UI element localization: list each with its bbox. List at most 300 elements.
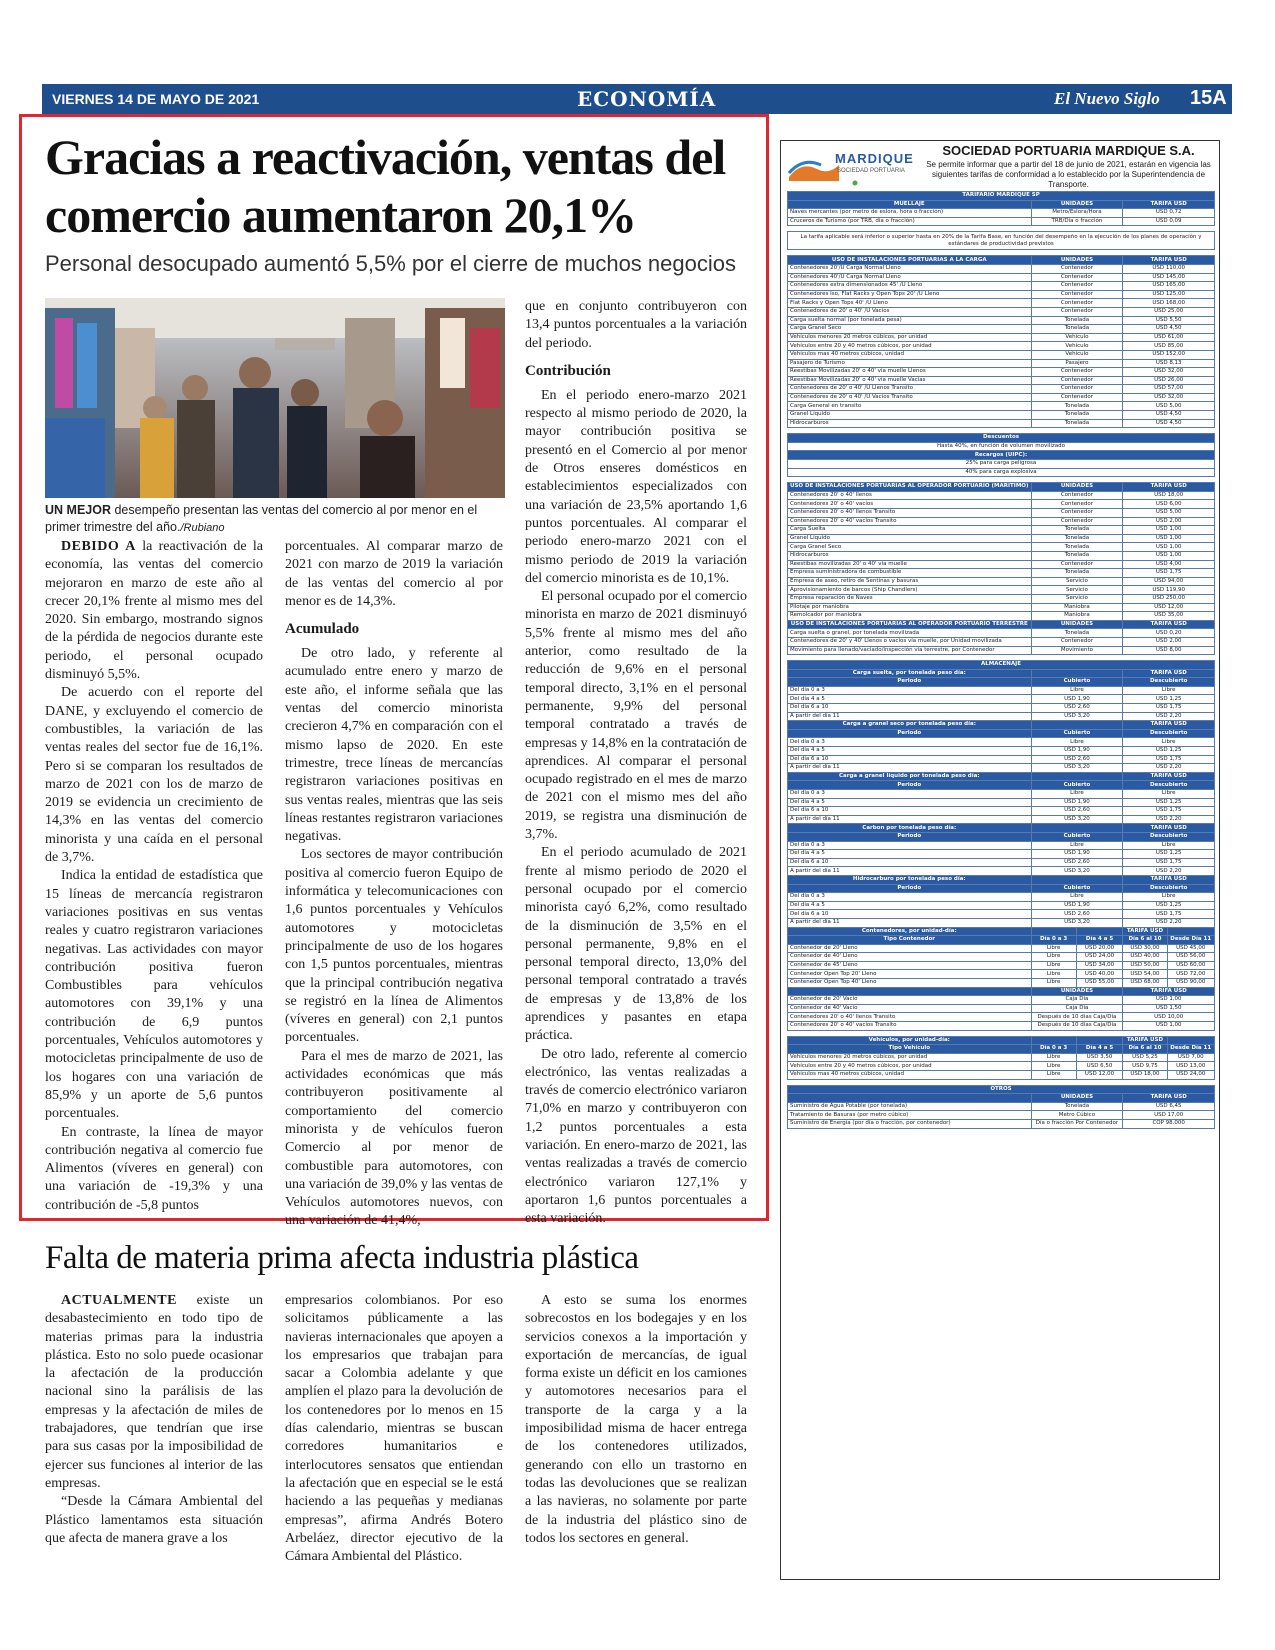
paragraph: En contraste, la línea de mayor contribución negativa al comercio fue Alimentos (víveres en general) con una variación de -19,3% y una contribución de -5,8 puntos xyxy=(45,1124,263,1213)
tariff-cell: Del día 4 a 5 xyxy=(788,747,1032,756)
tariff-row xyxy=(788,832,1215,841)
tariff-cell: USD 1,00 xyxy=(1123,996,1215,1005)
tariff-row xyxy=(788,620,1215,629)
article-headline: Gracias a reactivación, ventas del comercio aumentaron 20,1% xyxy=(45,129,726,243)
tariff-row xyxy=(788,979,1215,988)
tariff-cell: USD 26,00 xyxy=(1123,376,1215,385)
tariff-row xyxy=(788,325,1215,334)
tariff-cell: Suministro de Agua Potable (por tonelada) xyxy=(788,1102,1032,1111)
tariff-cell: USD 2,60 xyxy=(1031,704,1123,713)
tariff-cell: USD 17,00 xyxy=(1123,1111,1215,1120)
newspaper-logo: El Nuevo Siglo xyxy=(1054,89,1160,108)
tariff-cell: Libre xyxy=(1031,893,1123,902)
tariff-cell: Vehículos entre 20 y 40 metros cúbicos, por unidad xyxy=(788,342,1032,351)
tariff-cell: Del día 4 a 5 xyxy=(788,850,1032,859)
tariff-cell: Suministro de Energía (por día o fracción, por contenedor) xyxy=(788,1119,1032,1128)
tariff-cell: Libre xyxy=(1123,893,1215,902)
tariff-cell: USD 0,72 xyxy=(1123,209,1215,218)
tariff-cell: USD 13,00 xyxy=(1167,1062,1215,1071)
tariff-row xyxy=(788,368,1215,377)
tariff-cell: Carga a granel seco por tonelada peso día: xyxy=(788,721,1032,730)
tariff-row xyxy=(788,712,1215,721)
tariff-cell: USD 4,50 xyxy=(1123,419,1215,428)
tariff-cell: UNIDADES xyxy=(1031,987,1123,996)
tariff-cell: USD 1,75 xyxy=(1123,569,1215,578)
tariff-row xyxy=(788,704,1215,713)
tariff-cell xyxy=(1076,1036,1123,1045)
tariff-cell: Reestibas movilizadas 20' o 40' vía muelle xyxy=(788,560,1032,569)
tariff-cell: Caja Día xyxy=(1031,1004,1123,1013)
tariff-cell: USD 152,00 xyxy=(1123,350,1215,359)
tariff-cell: Movimiento xyxy=(1031,646,1123,655)
tariff-cell: Carga Suelta xyxy=(788,526,1032,535)
tariff-cell xyxy=(1167,1036,1215,1045)
tariff-cell: Libre xyxy=(1031,738,1123,747)
tariff-cell: Granel Líquido xyxy=(788,411,1032,420)
photo-credit: /Rubiano xyxy=(180,522,225,534)
article-subheadline: Personal desocupado aumentó 5,5% por el cierre de muchos negocios xyxy=(45,251,736,276)
tariff-cell: Pasajero xyxy=(1031,359,1123,368)
tariff-cell: USD 3,20 xyxy=(1031,918,1123,927)
tariff-tables xyxy=(787,191,1215,1129)
tariff-cell: Desde Día 11 xyxy=(1167,1045,1215,1054)
tariff-cell: USD 1,00 xyxy=(1123,543,1215,552)
tariff-cell: Contenedor xyxy=(1031,385,1123,394)
tariff-cell: USD 1,50 xyxy=(1123,1004,1215,1013)
tariff-row xyxy=(788,747,1215,756)
tariff-cell: TARIFA USD xyxy=(1123,875,1215,884)
tariff-cell: USD 12,00 xyxy=(1123,603,1215,612)
tariff-cell: Tonelada xyxy=(1031,411,1123,420)
tariff-cell: Contenedores de 20' o 40' /U Vacíos Transito xyxy=(788,393,1032,402)
tariff-cell: Libre xyxy=(1123,841,1215,850)
tariff-cell: USD 25,00 xyxy=(1123,307,1215,316)
tariff-cell: Pilotaje por maniobra xyxy=(788,603,1032,612)
tariff-cell: Libre xyxy=(1031,961,1076,970)
tariff-row xyxy=(788,509,1215,518)
tariff-cell xyxy=(1167,927,1215,936)
tariff-cell: USD 32,00 xyxy=(1123,368,1215,377)
tariff-row xyxy=(788,1071,1215,1080)
tariff-row xyxy=(788,551,1215,560)
tariff-cell: Del día 0 a 3 xyxy=(788,841,1032,850)
tariff-cell: Carga suelta o granel, por tonelada movilizada xyxy=(788,629,1032,638)
tariff-cell: USD 250,00 xyxy=(1123,594,1215,603)
tariff-cell: USD 35,00 xyxy=(1123,612,1215,621)
tariff-cell: USD 1,00 xyxy=(1123,526,1215,535)
tariff-cell xyxy=(1031,875,1123,884)
tariff-cell: USD 168,00 xyxy=(1123,299,1215,308)
tariff-cell: Carga a granel líquido por tonelada peso día: xyxy=(788,772,1032,781)
tariff-cell: Contenedores 20' o 40' vacíos Transito xyxy=(788,517,1032,526)
tariff-cell: Contenedor de 40' Lleno xyxy=(788,953,1032,962)
tariff-cell: USD 3,20 xyxy=(1031,815,1123,824)
tariff-row xyxy=(788,893,1215,902)
tariff-cell: Libre xyxy=(1123,686,1215,695)
tariff-cell: Del día 0 a 3 xyxy=(788,738,1032,747)
tariff-table xyxy=(787,191,1215,1129)
tariff-cell: USD 1,25 xyxy=(1123,747,1215,756)
paragraph: A esto se suma los enormes sobrecostos en los bodegajes y en los servicios conexos a la importación y exportación de mercancías, de igual forma existe un déficit en los camiones y automotores necesarios para el transporte de la carga y a la imposibilidad misma de hacer entrega de los contenedores utilizados, generando con ello un trastorno en todas las devoluciones que se realizan a las navieras, no solamente por parte de la industria del plástico sino de todos los sectores en general. xyxy=(525,1293,747,1546)
tariff-cell: Contenedor xyxy=(1031,273,1123,282)
tariff-row xyxy=(788,987,1215,996)
tariff-cell: USD 57,00 xyxy=(1123,385,1215,394)
paragraph: De otro lado, referente al comercio electrónico, las ventas realizadas a través de comercio electrónico variaron 71,0% en marzo y contribuyeron con 1,2 puntos porcentuales a esta variación. En enero-marzo de 2021, las ventas realizadas a través de comercio electrónico variaron 127,1% y aportaron 1,6 puntos porcentuales a esta variación. xyxy=(525,1046,747,1227)
tariff-row xyxy=(788,970,1215,979)
tariff-row xyxy=(788,686,1215,695)
paragraph: De acuerdo con el reporte del DANE, y excluyendo el comercio de combustibles, la variación de las ventas reales del sector fue de 16,1%. Pero si se comparan los resultados de marzo de 2021 con los de marzo de 2019 se evidencia un crecimiento de 14,3% en las ventas del comercio minorista y una caída en el personal de 3,7%. xyxy=(45,685,263,866)
tariff-row xyxy=(788,721,1215,730)
tariff-row xyxy=(788,376,1215,385)
tariff-cell: USD 7,00 xyxy=(1167,1053,1215,1062)
tariff-row xyxy=(788,815,1215,824)
tariff-cell: TARIFARIO MARDIQUE SP xyxy=(788,192,1215,201)
tariff-row xyxy=(788,944,1215,953)
tariff-cell: Carga General en transito xyxy=(788,402,1032,411)
tariff-cell: USD 165,00 xyxy=(1123,282,1215,291)
tariff-row xyxy=(788,790,1215,799)
tariff-row xyxy=(788,307,1215,316)
tariff-cell: Aprovisionamiento de barcos (Ship Chandlers) xyxy=(788,586,1032,595)
tariff-cell: Vehículos mas 40 metros cúbicos, unidad xyxy=(788,350,1032,359)
tariff-row xyxy=(788,594,1215,603)
mardique-logo xyxy=(787,147,917,187)
tariff-cell: USD 5,00 xyxy=(1123,402,1215,411)
tariff-cell: Contenedores de 20' o 40' /U Llenos Transito xyxy=(788,385,1032,394)
tariff-cell: Contenedores de 20' o 40' /U Vacíos xyxy=(788,307,1032,316)
tariff-cell: Descubierto xyxy=(1123,832,1215,841)
tariff-cell: Contenedor xyxy=(1031,560,1123,569)
tariff-advertisement xyxy=(780,140,1220,1580)
subheading-acumulado: Acumulado xyxy=(285,621,360,638)
tariff-row xyxy=(788,483,1215,492)
tariff-cell: Libre xyxy=(1031,944,1076,953)
tariff-cell: Carga Granel Seco xyxy=(788,543,1032,552)
tariff-cell: USD 30,00 xyxy=(1123,944,1167,953)
tariff-cell: Tratamiento de Basuras (por metro cúbico) xyxy=(788,1111,1032,1120)
tariff-cell xyxy=(1031,1036,1076,1045)
tariff-cell: Descuentos xyxy=(788,434,1215,443)
tariff-cell: USD 9,75 xyxy=(1123,1062,1167,1071)
tariff-cell: Empresa reparación de Naves xyxy=(788,594,1032,603)
caption-lead: UN MEJOR xyxy=(45,503,111,517)
tariff-row xyxy=(788,798,1215,807)
paragraph: El personal ocupado por el comercio minorista en marzo de 2021 disminuyó 5,5% frente al mismo mes del año anterior, como resultado de la reducción de 9,6% en el personal temporal directo, 3,1% en el personal permanente, 9,9% del personal temporal contratado a través de empresas y 14,8% en la contratación de aprendices. Al comparar el personal ocupado registrado en el mes de marzo de 2021 con el mismo mes del año 2019, se registra una disminución de 3,7%. xyxy=(525,589,747,843)
tariff-cell: USD 54,00 xyxy=(1123,970,1167,979)
tariff-cell: USD 2,20 xyxy=(1123,712,1215,721)
article2-column-3 xyxy=(525,1292,747,1548)
tariff-row xyxy=(788,875,1215,884)
tariff-cell: USD 3,20 xyxy=(1031,764,1123,773)
tariff-cell: Del día 6 a 10 xyxy=(788,807,1032,816)
tariff-cell: Contenedores 20' o 40' llenos Transito xyxy=(788,509,1032,518)
tariff-row xyxy=(788,1111,1215,1120)
tariff-row xyxy=(788,442,1215,451)
tariff-cell: Después de 10 días Caja/Día xyxy=(1031,1013,1123,1022)
tariff-cell: USD 4,50 xyxy=(1123,325,1215,334)
tariff-cell: Contenedor xyxy=(1031,290,1123,299)
tariff-cell: Día 0 a 3 xyxy=(1031,1045,1076,1054)
tariff-cell: Tonelada xyxy=(1031,551,1123,560)
tariff-row xyxy=(788,359,1215,368)
tariff-cell: USD 2,00 xyxy=(1123,517,1215,526)
tariff-row xyxy=(788,256,1215,265)
tariff-cell: USD 45,00 xyxy=(1167,944,1215,953)
tariff-cell: USD 1,75 xyxy=(1123,755,1215,764)
tariff-cell: Contenedor xyxy=(1031,491,1123,500)
tariff-cell: Tonelada xyxy=(1031,629,1123,638)
tariff-cell: A partir del día 11 xyxy=(788,918,1032,927)
tariff-row xyxy=(788,927,1215,936)
tariff-cell: Vehículo xyxy=(1031,342,1123,351)
tariff-cell: Contenedores 20' o 40' llenos Transito xyxy=(788,1013,1032,1022)
tariff-cell: Día 6 al 10 xyxy=(1123,936,1167,945)
tariff-cell: USD 5,50 xyxy=(1123,316,1215,325)
tariff-cell: Del día 4 a 5 xyxy=(788,695,1032,704)
tariff-cell: Maniobra xyxy=(1031,612,1123,621)
tariff-cell: Contenedor de 20' Lleno xyxy=(788,944,1032,953)
tariff-cell: Carbon por tonelada peso día: xyxy=(788,824,1032,833)
tariff-cell: Naves mercantes (por metro de eslora, hora o fracción) xyxy=(788,209,1032,218)
tariff-row xyxy=(788,543,1215,552)
article2-column-1 xyxy=(45,1292,263,1548)
paragraph: que en conjunto contribuyeron con 13,4 puntos porcentuales a la variación del periodo. xyxy=(525,299,747,351)
tariff-cell: USD 55,00 xyxy=(1076,979,1123,988)
tariff-cell: Libre xyxy=(1123,790,1215,799)
tariff-cell: Tonelada xyxy=(1031,316,1123,325)
tariff-row xyxy=(788,385,1215,394)
tariff-cell xyxy=(1031,772,1123,781)
paragraph: En el periodo enero-marzo 2021 respecto al mismo periodo de 2020, la mayor contribución positiva se presentó en el Comercio al por menor de Otros enseres domésticos en establecimientos especializados con una variación de 23,5% aportando 1,6 puntos porcentuales. Al comparar el periodo enero-marzo 2021 con el mismo periodo de 2019 la variación del comercio minorista es de 10,1%. xyxy=(525,387,747,586)
tariff-cell: Servicio xyxy=(1031,594,1123,603)
tariff-cell: Descubierto xyxy=(1123,884,1215,893)
tariff-cell: Contenedor xyxy=(1031,517,1123,526)
tariff-cell: USO DE INSTALACIONES PORTUARIAS AL OPERADOR PORTUARIO TERRESTRE xyxy=(788,620,1032,629)
tariff-cell: USD 2,00 xyxy=(1123,637,1215,646)
tariff-cell: Después de 10 días Caja/Día xyxy=(1031,1022,1123,1031)
article2-lead: ACTUALMENTE xyxy=(61,1293,177,1308)
tariff-cell: Tonelada xyxy=(1031,526,1123,535)
tariff-cell: USD 72,00 xyxy=(1167,970,1215,979)
paragraph: “Desde la Cámara Ambiental del Plástico lamentamos esta situación que afecta de manera grave a los xyxy=(45,1494,263,1546)
tariff-cell: Hidrocarburos xyxy=(788,551,1032,560)
paragraph: De otro lado, y referente al acumulado entre enero y marzo de este año, el informe señala que las ventas del comercio minorista crecieron 4,7% en comparación con el mismo lapso de 2020. En este trimestre, trece líneas de mercancías registraron variaciones positivas en sus ventas reales, mientras que las seis líneas restantes registraron variaciones negativas. xyxy=(285,646,503,845)
tariff-row xyxy=(788,910,1215,919)
tariff-row xyxy=(788,807,1215,816)
tariff-cell: USD 6,45 xyxy=(1123,1102,1215,1111)
tariff-cell: USD 1,25 xyxy=(1123,901,1215,910)
tariff-row xyxy=(788,451,1215,460)
tariff-cell: USD 1,00 xyxy=(1123,551,1215,560)
tariff-cell: USD 2,60 xyxy=(1031,858,1123,867)
tariff-cell: Cubierto xyxy=(1031,884,1123,893)
tariff-row xyxy=(788,264,1215,273)
tariff-cell: USD 6,50 xyxy=(1076,1062,1123,1071)
tariff-cell: Libre xyxy=(1031,970,1076,979)
tariff-cell: USD 1,90 xyxy=(1031,850,1123,859)
tariff-cell: Pasajero de Turismo xyxy=(788,359,1032,368)
tariff-row xyxy=(788,661,1215,670)
tariff-row xyxy=(788,460,1215,469)
tariff-row xyxy=(788,526,1215,535)
caption-text: desempeño presentan las ventas del comercio al por menor en el primer trimestre del año. xyxy=(45,503,478,534)
tariff-cell: Recargos (UIPC): xyxy=(788,451,1215,460)
tariff-row xyxy=(788,282,1215,291)
tariff-cell xyxy=(1031,721,1123,730)
tariff-row xyxy=(788,569,1215,578)
tariff-cell: OTROS xyxy=(788,1085,1215,1094)
tariff-cell: Libre xyxy=(1031,790,1123,799)
tariff-cell: Empresa de aseo, retiro de Sentinas y basuras xyxy=(788,577,1032,586)
tariff-cell: Contenedor xyxy=(1031,637,1123,646)
tariff-cell: Carga Granel Seco xyxy=(788,325,1032,334)
tariff-cell: Del día 0 a 3 xyxy=(788,893,1032,902)
tariff-cell: Caja Día xyxy=(1031,996,1123,1005)
tariff-row xyxy=(788,1045,1215,1054)
tariff-row xyxy=(788,299,1215,308)
tariff-row xyxy=(788,350,1215,359)
tariff-cell: USD 56,00 xyxy=(1167,953,1215,962)
tariff-row xyxy=(788,669,1215,678)
tariff-row xyxy=(788,850,1215,859)
issue-date: VIERNES 14 DE MAYO DE 2021 xyxy=(52,91,260,107)
tariff-cell xyxy=(788,987,1032,996)
tariff-cell: Cubierto xyxy=(1031,678,1123,687)
tariff-cell: Vehículos entre 20 y 40 metros cúbicos, por unidad xyxy=(788,1062,1032,1071)
tariff-row xyxy=(788,209,1215,218)
tariff-cell: Del día 6 a 10 xyxy=(788,755,1032,764)
tariff-row xyxy=(788,273,1215,282)
tariff-cell: Contenedores de 20' y 40' Llenos o vacíos vía muelle, por Unidad movilizada xyxy=(788,637,1032,646)
tariff-cell: Contenedor Open Top 40' Lleno xyxy=(788,979,1032,988)
tariff-cell: Cubierto xyxy=(1031,781,1123,790)
tariff-cell: Del día 4 a 5 xyxy=(788,901,1032,910)
photo-caption xyxy=(45,502,510,537)
tariff-row xyxy=(788,961,1215,970)
tariff-cell: Contenedor de 45' Lleno xyxy=(788,961,1032,970)
tariff-cell: Libre xyxy=(1123,738,1215,747)
article-column-3 xyxy=(525,298,747,1229)
tariff-cell: USD 5,00 xyxy=(1123,509,1215,518)
tariff-cell: TRB/Día o fracción xyxy=(1031,217,1123,226)
tariff-cell: Granel Líquido xyxy=(788,534,1032,543)
tariff-cell: USD 3,20 xyxy=(1031,712,1123,721)
tariff-cell: Del día 4 a 5 xyxy=(788,798,1032,807)
paragraph: porcentuales. Al comparar marzo de 2021 con marzo de 2019 la variación de las ventas del comercio al por menor es de 14,3%. xyxy=(285,539,503,609)
tariff-cell xyxy=(1031,824,1123,833)
tariff-cell: Contenedor de 40' Vacío xyxy=(788,1004,1032,1013)
tariff-row xyxy=(788,901,1215,910)
tariff-cell: Empresa suministradora de combustible xyxy=(788,569,1032,578)
tariff-cell: USD 40,00 xyxy=(1076,970,1123,979)
tariff-cell: USD 60,00 xyxy=(1167,961,1215,970)
tariff-cell: USD 1,90 xyxy=(1031,901,1123,910)
tariff-row xyxy=(788,1022,1215,1031)
tariff-cell: TARIFA USD xyxy=(1123,987,1215,996)
tariff-row xyxy=(788,772,1215,781)
tariff-row xyxy=(788,290,1215,299)
tariff-row xyxy=(788,419,1215,428)
tariff-cell: UNIDADES xyxy=(1031,620,1123,629)
tariff-cell: TARIFA USD xyxy=(1123,1094,1215,1103)
tariff-cell: MUELLAJE xyxy=(788,200,1032,209)
tariff-row xyxy=(788,1013,1215,1022)
paragraph: existe un desabastecimiento en todo tipo de materias primas para la industria plástica. Esto no solo puede ocasionar la afectación de la producción nacional sino la parálisis de las empresas y la afectación de miles de trabajadores, que tendrían que irse para sus casas por la imposibilidad de ejercer sus funciones al interior de las empresas. xyxy=(45,1293,263,1491)
tariff-cell: Servicio xyxy=(1031,586,1123,595)
tariff-cell: Día 6 al 10 xyxy=(1123,1045,1167,1054)
tariff-row xyxy=(788,1053,1215,1062)
tariff-row xyxy=(788,603,1215,612)
tariff-cell: USD 2,60 xyxy=(1031,755,1123,764)
tariff-cell: USD 125,00 xyxy=(1123,290,1215,299)
tariff-cell: Flat Racks y Open Tops 40' /U Lleno xyxy=(788,299,1032,308)
tariff-cell: TARIFA USD xyxy=(1123,1036,1167,1045)
tariff-cell: Vehículo xyxy=(1031,333,1123,342)
tariff-cell: USD 3,20 xyxy=(1031,867,1123,876)
subheading-contribucion: Contribución xyxy=(525,362,611,379)
tariff-cell: TARIFA USD xyxy=(1123,200,1215,209)
section-name: ECONOMÍA xyxy=(577,87,717,111)
tariff-cell: Remolcador por maniobra xyxy=(788,612,1032,621)
tariff-cell: TARIFA USD xyxy=(1123,669,1215,678)
tariff-cell: USD 1,90 xyxy=(1031,798,1123,807)
tariff-cell: Día 4 a 5 xyxy=(1076,1045,1123,1054)
tariff-cell: Del día 6 a 10 xyxy=(788,704,1032,713)
tariff-row xyxy=(788,402,1215,411)
tariff-row xyxy=(788,560,1215,569)
tariff-row xyxy=(788,612,1215,621)
tariff-row xyxy=(788,858,1215,867)
tariff-cell: USD 145,00 xyxy=(1123,273,1215,282)
tariff-cell: Contenedores Iso, Flat Racks y Open Tops 20' /U Lleno xyxy=(788,290,1032,299)
tariff-row xyxy=(788,678,1215,687)
tariff-cell: USD 40,00 xyxy=(1123,953,1167,962)
tariff-cell: TARIFA USD xyxy=(1123,772,1215,781)
tariff-row xyxy=(788,434,1215,443)
tariff-cell: Reestibas Movilizadas 20' o 40' vía muelle Llenos xyxy=(788,368,1032,377)
tariff-row xyxy=(788,646,1215,655)
logo-subtitle: SOCIEDAD PORTUARIA xyxy=(837,168,905,174)
tariff-cell: USD 110,00 xyxy=(1123,264,1215,273)
article-column-1 xyxy=(45,538,263,1215)
tariff-cell: Cruceros de Turismo (por TRB, día o fracción) xyxy=(788,217,1032,226)
tariff-cell: Del día 6 a 10 xyxy=(788,910,1032,919)
tariff-cell: Tonelada xyxy=(1031,402,1123,411)
tariff-cell: Maniobra xyxy=(1031,603,1123,612)
tariff-cell: USD 18,00 xyxy=(1123,1071,1167,1080)
tariff-cell: USD 90,00 xyxy=(1167,979,1215,988)
tariff-cell: Contenedor xyxy=(1031,299,1123,308)
tariff-cell: USD 2,60 xyxy=(1031,910,1123,919)
tariff-cell: Del día 6 a 10 xyxy=(788,858,1032,867)
paragraph: Indica la entidad de estadística que 15 líneas de mercancía registraron variaciones positivas en sus ventas reales y cuatro registraron variaciones negativas. Las actividades con mayor contribución positiva fueron Combustibles para vehículos automotores con 39,1% y una contribución de 6,9 puntos porcentuales, Vehículos automotores y motocicletas principalmente de uso de los hogares con una variación de 85,9% y un aporte de 5,6 puntos porcentuales. xyxy=(45,868,263,1122)
tariff-cell: Tonelada xyxy=(1031,543,1123,552)
tariff-cell: Tonelada xyxy=(1031,325,1123,334)
tariff-cell: Libre xyxy=(1031,953,1076,962)
tariff-cell: USD 94,00 xyxy=(1123,577,1215,586)
tariff-row xyxy=(788,586,1215,595)
paragraph: Para el mes de marzo de 2021, las actividades económicas que más contribuyeron positivamente al comportamiento del comercio minorista y de vehículos fueron Comercio al por menor de combustible para automotores, con una variación de 39,0% y las ventas de Vehículos automotores nuevos, con una variación de 41,4%, xyxy=(285,1048,503,1229)
tariff-row xyxy=(788,781,1215,790)
tariff-cell: Contenedor xyxy=(1031,282,1123,291)
logo-word: MARDIQUE xyxy=(835,151,914,166)
tariff-cell: TARIFA USD xyxy=(1123,620,1215,629)
page-number: 15A xyxy=(1190,87,1227,109)
tariff-cell: USD 4,00 xyxy=(1123,560,1215,569)
tariff-cell: USD 1,00 xyxy=(1123,1022,1215,1031)
tariff-row xyxy=(788,393,1215,402)
tariff-cell: USD 2,20 xyxy=(1123,764,1215,773)
